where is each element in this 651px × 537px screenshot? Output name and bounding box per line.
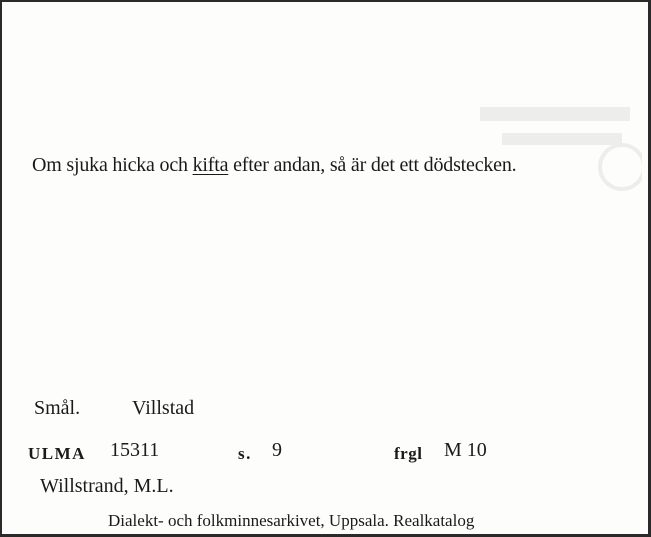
- category-label: frgl: [394, 444, 423, 463]
- collector-name: Willstrand, M.L.: [40, 475, 174, 497]
- province: Smål.: [34, 397, 81, 419]
- category-code: M 10: [444, 439, 487, 461]
- page-label: s.: [238, 444, 252, 463]
- parish: Villstad: [132, 397, 195, 419]
- archive-label: ULMA: [28, 444, 86, 463]
- underlined-word: kifta: [192, 154, 229, 176]
- text-after: efter andan, så är det ett dödstecken.: [228, 154, 517, 176]
- page-number: 9: [272, 439, 282, 461]
- archive-number: 15311: [110, 439, 160, 461]
- card-body-text: [32, 152, 592, 179]
- text-before: Om sjuka hicka och: [32, 154, 193, 176]
- archive-footer: Dialekt- och folkminnesarkivet, Uppsala. Realkatalog: [108, 511, 475, 530]
